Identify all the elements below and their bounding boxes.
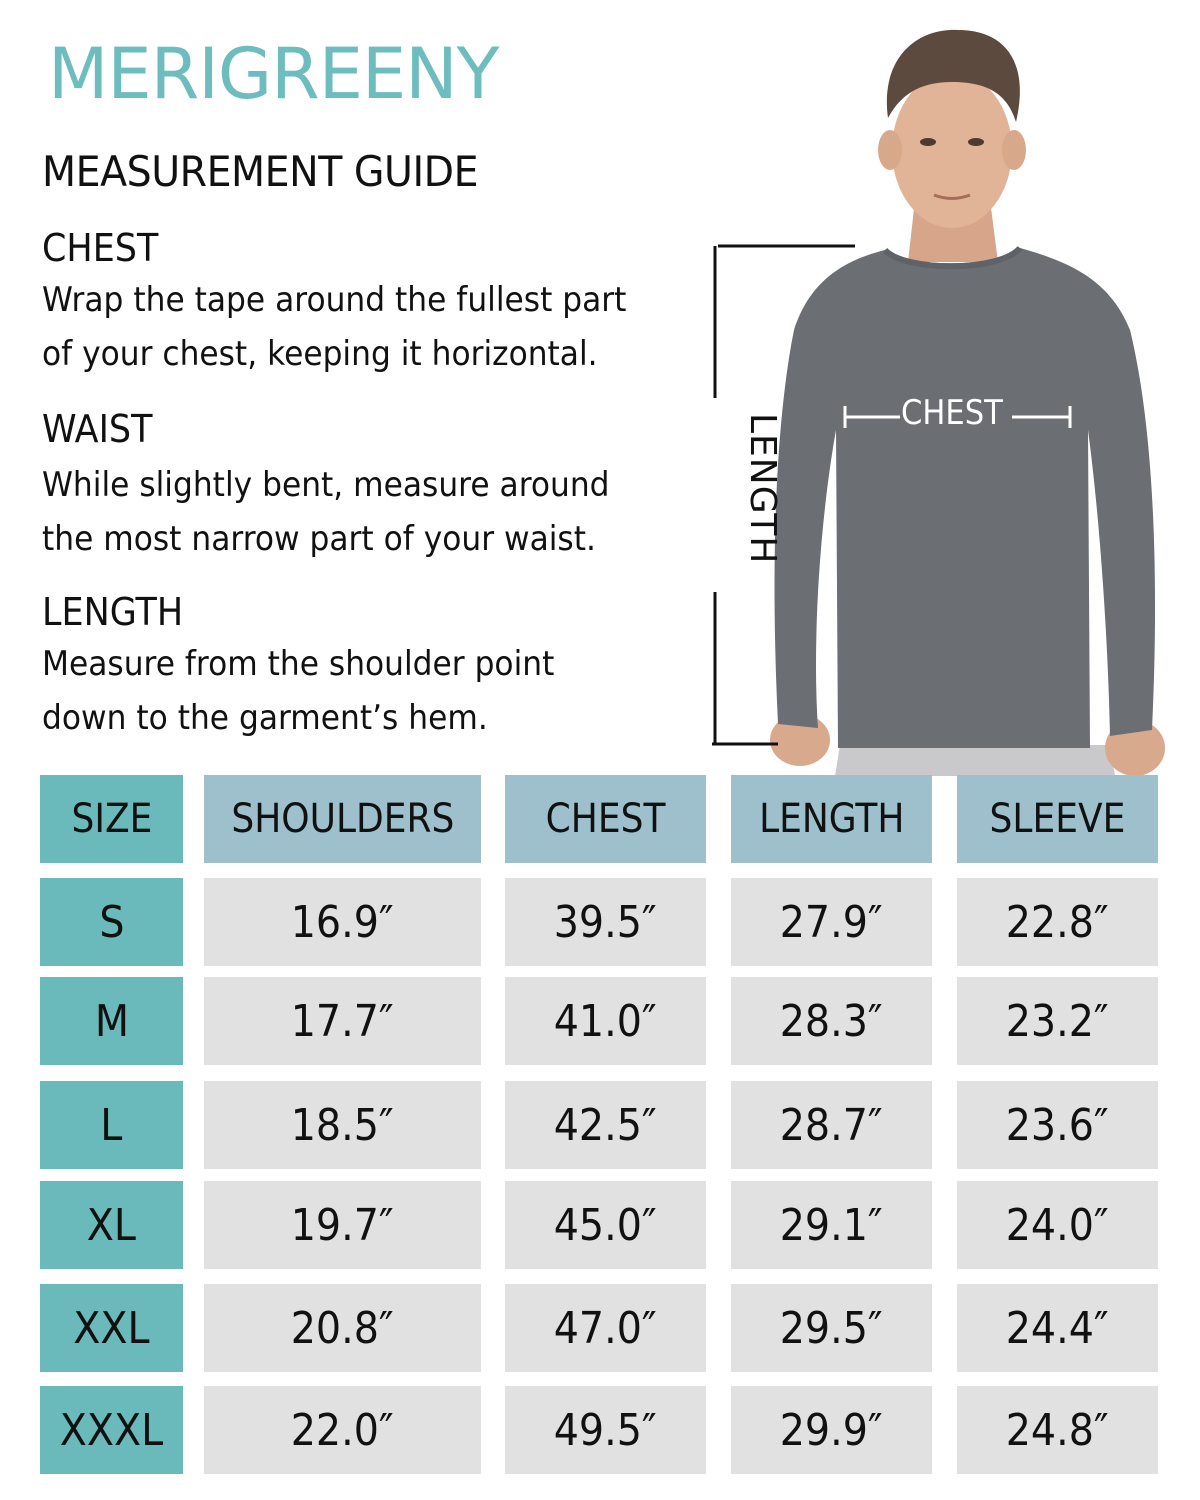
size-cell-text: S	[98, 896, 125, 948]
chest-cell	[505, 1386, 706, 1474]
size-cell	[40, 1181, 183, 1269]
sleeve-cell-text: 22.8″	[1006, 896, 1109, 948]
length-cell-text: 27.9″	[780, 896, 883, 948]
brand-logo: MERIGREENY	[48, 33, 499, 115]
shoulders-cell	[204, 1284, 481, 1372]
chest-cell	[505, 878, 706, 966]
header-sleeve-text: SLEEVE	[989, 796, 1126, 842]
length-cell	[731, 977, 932, 1065]
sleeve-cell	[957, 1181, 1158, 1269]
shoulders-cell-text: 18.5″	[291, 1099, 394, 1151]
shirt-shape	[775, 248, 1156, 748]
size-cell	[40, 1386, 183, 1474]
sleeve-cell	[957, 977, 1158, 1065]
chest-cell-text: 41.0″	[554, 995, 657, 1047]
shoulders-cell	[204, 1386, 481, 1474]
length-cell	[731, 878, 932, 966]
size-cell	[40, 1284, 183, 1372]
sleeve-cell-text: 23.2″	[1006, 995, 1109, 1047]
length-cell	[731, 1386, 932, 1474]
size-cell-text: M	[94, 995, 129, 1047]
sleeve-cell-text: 24.4″	[1006, 1302, 1109, 1354]
shoulders-cell-text: 16.9″	[291, 896, 394, 948]
length-term: LENGTH	[42, 590, 184, 634]
header-size	[40, 775, 183, 863]
chest-cell-text: 42.5″	[554, 1099, 657, 1151]
length-description-line: Measure from the shoulder point	[42, 644, 555, 684]
chest-cell	[505, 1284, 706, 1372]
length-description-line: down to the garment’s hem.	[42, 698, 488, 738]
sleeve-cell-text: 24.0″	[1006, 1199, 1109, 1251]
shoulders-cell-text: 22.0″	[291, 1404, 394, 1456]
sleeve-cell	[957, 878, 1158, 966]
waist-description-line: While slightly bent, measure around	[42, 465, 610, 505]
shoulders-cell-text: 20.8″	[291, 1302, 394, 1354]
sleeve-cell	[957, 1081, 1158, 1169]
sleeve-cell	[957, 1386, 1158, 1474]
header-shoulders	[204, 775, 481, 863]
chest-measure-label: CHEST	[901, 393, 1003, 433]
header-chest-text: CHEST	[545, 796, 666, 842]
pants-shape	[835, 745, 1115, 776]
sleeve-cell-text: 23.6″	[1006, 1099, 1109, 1151]
chest-description-line: Wrap the tape around the fullest part	[42, 280, 627, 320]
chest-cell	[505, 1081, 706, 1169]
header-length-text: LENGTH	[758, 796, 905, 842]
chest-cell-text: 39.5″	[554, 896, 657, 948]
length-cell-text: 29.9″	[780, 1404, 883, 1456]
length-cell	[731, 1284, 932, 1372]
size-cell-text: L	[100, 1099, 123, 1151]
size-cell	[40, 977, 183, 1065]
chest-description	[42, 273, 686, 381]
size-cell-text: XXL	[73, 1302, 150, 1354]
length-description	[42, 637, 686, 745]
chest-cell-text: 47.0″	[554, 1302, 657, 1354]
waist-description-line: the most narrow part of your waist.	[42, 519, 596, 559]
model-illustration	[690, 0, 1200, 776]
size-cell	[40, 878, 183, 966]
length-cell-text: 28.3″	[780, 995, 883, 1047]
header-chest	[505, 775, 706, 863]
sleeve-cell-text: 24.8″	[1006, 1404, 1109, 1456]
chest-term: CHEST	[42, 226, 159, 270]
waist-description	[42, 458, 686, 566]
head-shape	[892, 72, 1012, 228]
length-cell-text: 29.1″	[780, 1199, 883, 1251]
shoulders-cell	[204, 878, 481, 966]
size-cell	[40, 1081, 183, 1169]
shoulders-cell	[204, 1181, 481, 1269]
chest-cell-text: 49.5″	[554, 1404, 657, 1456]
length-cell	[731, 1181, 932, 1269]
chest-cell	[505, 977, 706, 1065]
shoulders-cell	[204, 1081, 481, 1169]
header-sleeve	[957, 775, 1158, 863]
size-cell-text: XL	[86, 1199, 137, 1251]
length-cell-text: 28.7″	[780, 1099, 883, 1151]
chest-description-line: of your chest, keeping it horizontal.	[42, 334, 598, 374]
shoulders-cell-text: 17.7″	[291, 995, 394, 1047]
chest-cell-text: 45.0″	[554, 1199, 657, 1251]
shoulders-cell-text: 19.7″	[291, 1199, 394, 1251]
model-figure	[690, 0, 1200, 776]
chest-cell	[505, 1181, 706, 1269]
size-cell-text: XXXL	[59, 1404, 164, 1456]
waist-term: WAIST	[42, 407, 153, 451]
shoulders-cell	[204, 977, 481, 1065]
length-cell-text: 29.5″	[780, 1302, 883, 1354]
guide-title: MEASUREMENT GUIDE	[42, 147, 479, 196]
header-length	[731, 775, 932, 863]
length-measure-label: LENGTH	[742, 413, 783, 565]
sleeve-cell	[957, 1284, 1158, 1372]
header-size-text: SIZE	[71, 796, 152, 842]
length-cell	[731, 1081, 932, 1169]
header-shoulders-text: SHOULDERS	[230, 796, 455, 842]
